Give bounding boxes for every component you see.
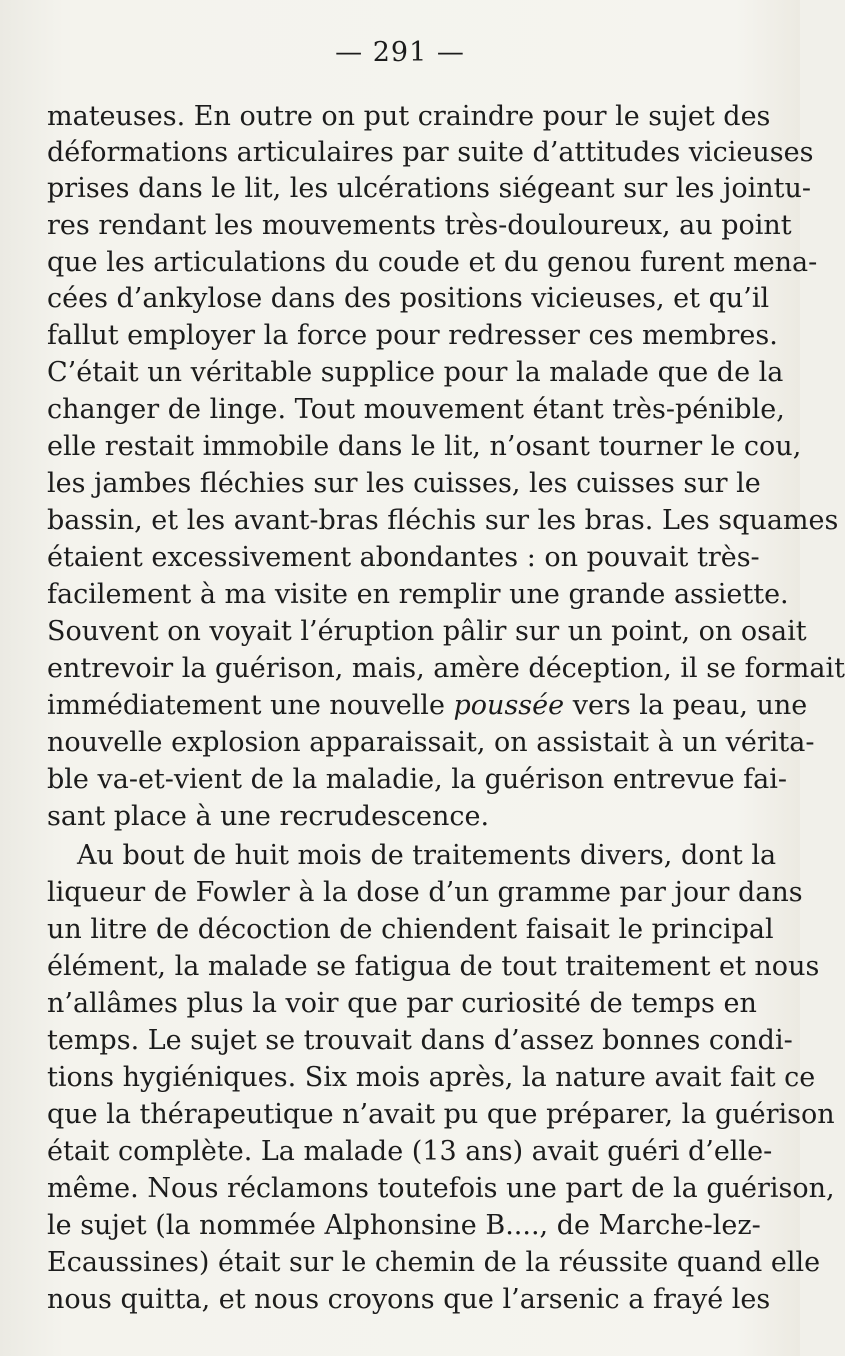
text-line: changer de linge. Tout mouvement étant très-pénible, <box>47 394 785 425</box>
italic-word: poussée <box>453 690 565 721</box>
text-line: étaient excessivement abondantes : on pouvait très- <box>47 542 760 573</box>
text-line: déformations articulaires par suite d’attitudes vicieuses <box>47 137 814 168</box>
text-line: même. Nous réclamons toutefois une part de la guérison, <box>47 1173 835 1204</box>
text-line: nous quitta, et nous croyons que l’arsenic a frayé les <box>47 1284 771 1315</box>
text-line: un litre de décoction de chiendent faisait le principal <box>47 914 774 945</box>
text-line: temps. Le sujet se trouvait dans d’assez bonnes condi- <box>47 1025 793 1056</box>
text-line: le sujet (la nommée Alphonsine B...., de Marche-lez- <box>47 1210 761 1241</box>
text-line: élément, la malade se fatigua de tout traitement et nous <box>47 951 820 982</box>
text-line: facilement à ma visite en remplir une grande assiette. <box>47 579 789 610</box>
text-line: bassin, et les avant-bras fléchis sur les bras. Les squames <box>47 505 839 536</box>
text-line: était complète. La malade (13 ans) avait guéri d’elle- <box>47 1136 773 1167</box>
text-line: les jambes fléchies sur les cuisses, les cuisses sur le <box>47 468 761 499</box>
text-line: res rendant les mouvements très-douloureux, au point <box>47 210 792 241</box>
text-line: cées d’ankylose dans des positions vicieuses, et qu’il <box>47 283 770 314</box>
text-line: Souvent on voyait l’éruption pâlir sur un point, on osait <box>47 616 807 647</box>
page-number: — 291 — <box>335 37 465 68</box>
text-line: elle restait immobile dans le lit, n’osant tourner le cou, <box>47 431 802 462</box>
text-line: prises dans le lit, les ulcérations siégeant sur les jointu- <box>47 173 811 204</box>
text-line: que la thérapeutique n’avait pu que préparer, la guérison <box>47 1099 835 1130</box>
text-line: liqueur de Fowler à la dose d’un gramme par jour dans <box>47 877 803 908</box>
text-line: Au bout de huit mois de traitements divers, dont la <box>77 840 777 871</box>
text-line: nouvelle explosion apparaissait, on assistait à un vérita- <box>47 727 815 758</box>
text-line-with-italic: immédiatement une nouvelle poussée vers la peau, une <box>47 690 808 721</box>
text-line: ble va-et-vient de la maladie, la guérison entrevue fai- <box>47 764 787 795</box>
text-line: Ecaussines) était sur le chemin de la réussite quand elle <box>47 1247 821 1278</box>
text-line: n’allâmes plus la voir que par curiosité de temps en <box>47 988 757 1019</box>
text-line: que les articulations du coude et du genou furent mena- <box>47 247 818 278</box>
text-line: sant place à une recrudescence. <box>47 801 490 832</box>
text-line: mateuses. En outre on put craindre pour le sujet des <box>47 101 771 132</box>
text-line: tions hygiéniques. Six mois après, la nature avait fait ce <box>47 1062 816 1093</box>
text-line: C’était un véritable supplice pour la malade que de la <box>47 357 784 388</box>
text-line: fallut employer la force pour redresser ces membres. <box>47 320 778 351</box>
text-line: entrevoir la guérison, mais, amère déception, il se formait <box>47 653 845 684</box>
